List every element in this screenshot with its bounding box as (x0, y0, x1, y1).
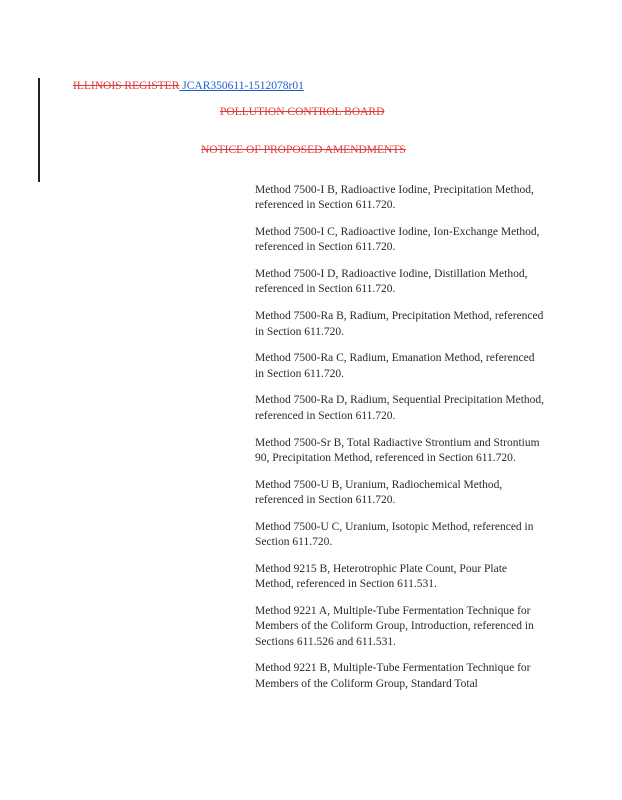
notice-title: NOTICE OF PROPOSED AMENDMENTS (201, 144, 406, 156)
list-item: Method 7500-Ra B, Radium, Precipitation Method, referenced in Section 611.720. (255, 310, 544, 338)
list-item: Method 7500-Sr B, Total Radiactive Strontium and Strontium 90, Precipitation Method, referenced in Section 611.720. (255, 436, 540, 464)
list-item: Method 9221 A, Multiple-Tube Fermentation Technique for Members of the Coliform Group, Introduction, referenced in Sections 611.526 and 611.531. (255, 604, 534, 648)
list-item: Method 7500-I D, Radioactive Iodine, Distillation Method, referenced in Section 611.720. (255, 268, 528, 296)
list-item: Method 7500-I B, Radioactive Iodine, Precipitation Method, referenced in Section 611.720. (255, 184, 534, 212)
list-item: Method 7500-U B, Uranium, Radiochemical Method, referenced in Section 611.720. (255, 478, 503, 506)
list-item: Method 7500-Ra D, Radium, Sequential Precipitation Method, referenced in Section 611.720. (255, 394, 545, 422)
method-list (255, 183, 545, 703)
revision-change-bar (38, 78, 40, 182)
list-item: Method 7500-Ra C, Radium, Emanation Method, referenced in Section 611.720. (255, 352, 535, 380)
list-item: Method 9221 B, Multiple-Tube Fermentation Technique for Members of the Coliform Group, Standard Total (255, 662, 531, 690)
list-item: Method 9215 B, Heterotrophic Plate Count, Pour Plate Method, referenced in Section 611.531. (255, 562, 508, 591)
inserted-register-id: JCAR350611-1512078r01 (179, 80, 304, 92)
register-header (73, 80, 304, 92)
list-item: Method 7500-U C, Uranium, Isotopic Method, referenced in Section 611.720. (255, 520, 534, 549)
list-item: Method 7500-I C, Radioactive Iodine, Ion-Exchange Method, referenced in Section 611.720. (255, 226, 540, 254)
deleted-register-title: ILLINOIS REGISTER (73, 80, 180, 92)
board-title: POLLUTION CONTROL BOARD (220, 106, 385, 118)
